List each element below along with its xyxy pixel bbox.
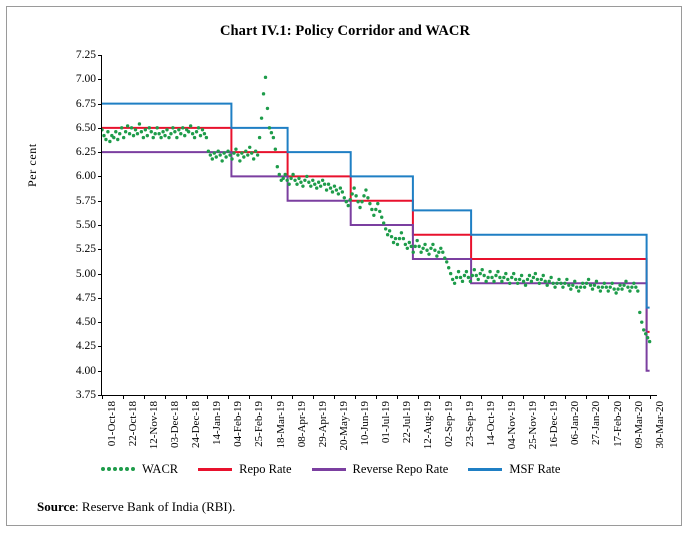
source-text: : Reserve Bank of India (RBI).: [75, 499, 236, 514]
y-tick-label: 6.25: [75, 146, 96, 159]
y-tick-mark: [98, 322, 102, 323]
y-tick-label: 6.00: [75, 170, 96, 183]
x-tick-label: 30-Mar-20: [653, 401, 666, 449]
x-tick-label: 25-Nov-19: [527, 401, 540, 450]
x-tick-label: 08-Apr-19: [295, 401, 308, 448]
y-tick-label: 5.00: [75, 267, 96, 280]
x-tick-label: 16-Dec-19: [548, 401, 561, 449]
x-tick-label: 12-Aug-19: [421, 401, 434, 450]
x-tick-label: 03-Dec-18: [169, 401, 182, 449]
y-tick-mark: [98, 55, 102, 56]
x-tick-mark: [523, 395, 524, 399]
x-tick-mark: [186, 395, 187, 399]
x-tick-mark: [481, 395, 482, 399]
y-tick-mark: [98, 225, 102, 226]
y-tick-label: 6.50: [75, 121, 96, 134]
x-tick-label: 01-Jul-19: [379, 401, 392, 444]
x-tick-mark: [228, 395, 229, 399]
y-tick-label: 4.50: [75, 316, 96, 329]
y-axis-label: Per cent: [25, 143, 39, 187]
x-tick-mark: [397, 395, 398, 399]
y-tick-mark: [98, 176, 102, 177]
series-line-repo-rate: [102, 128, 650, 332]
x-tick-mark: [249, 395, 250, 399]
y-tick-mark: [98, 371, 102, 372]
y-tick-label: 5.75: [75, 194, 96, 207]
x-tick-mark: [460, 395, 461, 399]
legend-label: Reverse Repo Rate: [352, 462, 449, 476]
x-tick-label: 17-Feb-20: [611, 401, 624, 447]
x-tick-label: 24-Dec-18: [190, 401, 203, 449]
y-tick-label: 6.75: [75, 97, 96, 110]
y-tick-label: 5.25: [75, 243, 96, 256]
x-tick-mark: [292, 395, 293, 399]
series-line-reverse-repo-rate: [102, 152, 650, 371]
y-tick-mark: [98, 249, 102, 250]
x-tick-mark: [502, 395, 503, 399]
plot-area: [75, 49, 666, 451]
plot-inner: [102, 55, 657, 395]
legend-item[interactable]: [198, 462, 291, 477]
x-tick-label: 06-Jan-20: [569, 401, 582, 445]
x-tick-mark: [608, 395, 609, 399]
x-tick-mark: [376, 395, 377, 399]
x-tick-label: 25-Feb-19: [253, 401, 266, 447]
y-tick-mark: [98, 201, 102, 202]
x-tick-mark: [334, 395, 335, 399]
y-tick-label: 4.25: [75, 340, 96, 353]
x-tick-label: 04-Nov-19: [506, 401, 519, 450]
x-tick-label: 09-Mar-20: [632, 401, 645, 449]
legend-item[interactable]: [468, 462, 560, 477]
x-tick-mark: [102, 395, 103, 399]
x-tick-mark: [586, 395, 587, 399]
chart-card: [6, 6, 682, 526]
x-tick-label: 10-Jun-19: [358, 401, 371, 446]
x-tick-label: 02-Sep-19: [443, 401, 455, 447]
x-tick-mark: [418, 395, 419, 399]
chart-legend: [101, 462, 631, 477]
y-tick-label: 7.25: [75, 49, 96, 61]
x-tick-mark: [439, 395, 440, 399]
y-tick-mark: [98, 346, 102, 347]
x-tick-mark: [544, 395, 545, 399]
y-tick-mark: [98, 79, 102, 80]
series-svg: [102, 55, 657, 395]
y-tick-mark: [98, 274, 102, 275]
x-tick-mark: [313, 395, 314, 399]
legend-label: MSF Rate: [509, 462, 561, 476]
x-tick-label: 14-Jan-19: [211, 401, 224, 445]
x-tick-label: 12-Nov-18: [148, 401, 161, 450]
x-tick-mark: [207, 395, 208, 399]
y-tick-mark: [98, 298, 102, 299]
series-points-wacr: [102, 76, 651, 344]
x-tick-label: 29-Apr-19: [316, 401, 329, 448]
y-tick-label: 4.75: [75, 291, 96, 304]
legend-item[interactable]: [101, 462, 178, 477]
y-tick-mark: [98, 152, 102, 153]
x-tick-mark: [165, 395, 166, 399]
y-tick-mark: [98, 128, 102, 129]
x-tick-label: 23-Sep-19: [464, 401, 477, 447]
x-tick-label: 14-Oct-19: [485, 401, 498, 447]
x-tick-label: 18-Mar-19: [274, 401, 287, 449]
legend-swatch: [198, 468, 232, 471]
legend-swatch: [312, 468, 346, 471]
x-tick-label: 22-Oct-18: [127, 401, 140, 447]
y-tick-mark: [98, 104, 102, 105]
legend-swatch-wacr: [101, 466, 135, 473]
x-tick-mark: [355, 395, 356, 399]
legend-swatch: [468, 468, 502, 471]
x-tick-mark: [629, 395, 630, 399]
x-tick-label: 01-Oct-18: [106, 401, 118, 447]
x-tick-mark: [650, 395, 651, 399]
source-note: [37, 499, 235, 515]
source-label: Source: [37, 499, 76, 514]
y-tick-label: 5.50: [75, 219, 96, 231]
x-tick-mark: [144, 395, 145, 399]
x-tick-label: 22-Jul-19: [400, 401, 413, 444]
y-tick-label: 7.00: [75, 73, 96, 86]
legend-label: Repo Rate: [239, 462, 292, 476]
y-tick-label: 3.75: [75, 389, 96, 401]
y-tick-label: 4.00: [75, 364, 96, 377]
x-tick-label: 20-May-19: [337, 401, 350, 451]
x-tick-label: 27-Jan-20: [590, 401, 603, 445]
x-tick-label: 04-Feb-19: [232, 401, 245, 447]
legend-label: WACR: [142, 462, 179, 476]
x-tick-mark: [271, 395, 272, 399]
legend-item[interactable]: [312, 462, 449, 477]
x-tick-mark: [565, 395, 566, 399]
x-tick-mark: [123, 395, 124, 399]
chart-title: Chart IV.1: Policy Corridor and WACR: [219, 23, 471, 39]
